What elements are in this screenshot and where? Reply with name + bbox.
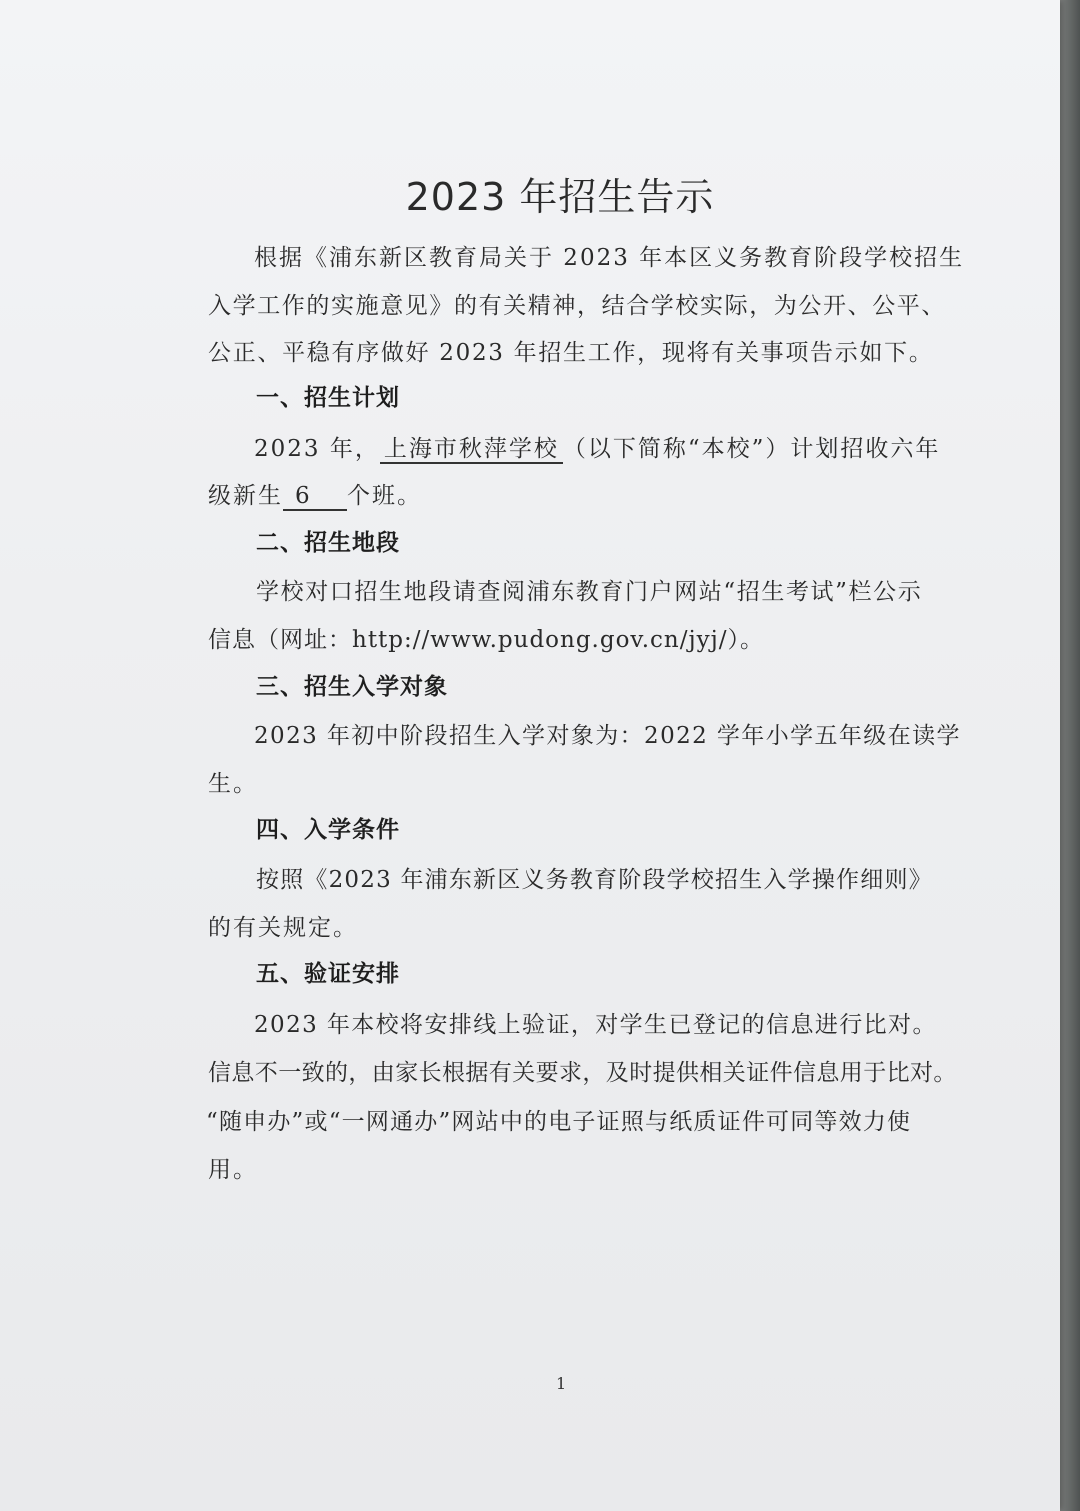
verification-line-1: 2023 年本校将安排线上验证，对学生已登记的信息进行比对。	[254, 1012, 937, 1038]
page-number: 1	[556, 1374, 567, 1393]
verification-line-2: 信息不一致的，由家长根据有关要求，及时提供相关证件信息用于比对。	[208, 1060, 957, 1086]
desk-background	[1058, 0, 1080, 1511]
target-line-1: 2023 年初中阶段招生入学对象为：2022 学年小学五年级在读学	[254, 723, 961, 749]
document-title: 2023 年招生告示	[405, 175, 715, 219]
plan-line-1-suffix: （以下简称“本校”）计划招收六年	[562, 436, 941, 462]
district-line-1: 学校对口招生地段请查阅浦东教育门户网站“招生考试”栏公示	[256, 579, 923, 605]
plan-line-2-prefix: 级新生	[208, 483, 283, 509]
section-conditions-heading: 四、入学条件	[256, 817, 400, 843]
plan-year-text: 2023 年，	[254, 436, 380, 462]
district-line-2: 信息（网址：http://www.pudong.gov.cn/jyj/）。	[208, 627, 764, 653]
intro-line-3: 公正、平稳有序做好 2023 年招生工作，现将有关事项告示如下。	[208, 340, 934, 366]
section-verification-heading: 五、验证安排	[256, 961, 400, 987]
school-name: 上海市秋萍学校	[380, 436, 563, 464]
intro-line-1: 根据《浦东新区教育局关于 2023 年本区义务教育阶段学校招生	[254, 245, 965, 271]
intro-line-2: 入学工作的实施意见》的有关精神，结合学校实际，为公开、公平、	[208, 293, 946, 319]
section-plan-heading: 一、招生计划	[256, 385, 400, 411]
plan-line-2	[208, 481, 422, 511]
section-district-heading: 二、招生地段	[256, 530, 400, 556]
section-target-heading: 三、招生入学对象	[256, 674, 448, 700]
verification-line-4: 用。	[208, 1157, 258, 1183]
conditions-line-1: 按照《2023 年浦东新区义务教育阶段学校招生入学操作细则》	[256, 867, 933, 893]
target-line-2: 生。	[208, 771, 258, 797]
verification-line-3: “随申办”或“一网通办”网站中的电子证照与纸质证件可同等效力使	[206, 1109, 912, 1135]
conditions-line-2: 的有关规定。	[208, 915, 358, 941]
class-count: 6	[283, 483, 347, 511]
plan-line-2-suffix: 个班。	[347, 483, 422, 509]
plan-line-1	[254, 434, 940, 464]
